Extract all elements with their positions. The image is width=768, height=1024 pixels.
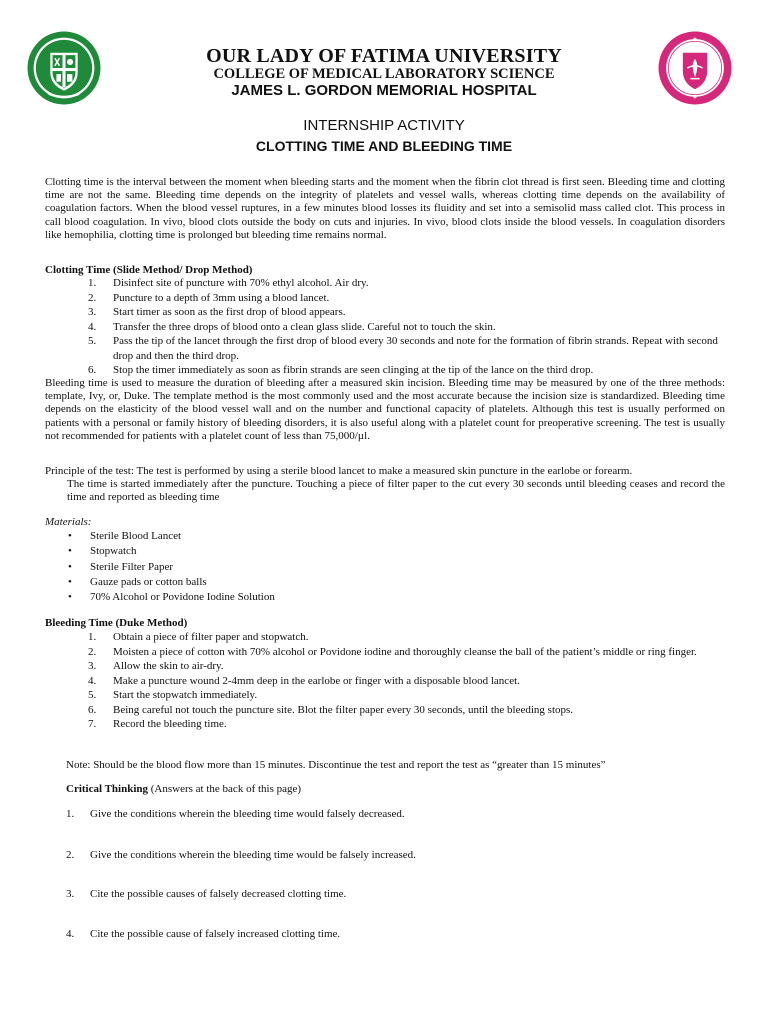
list-item: 7. Record the bleeding time. [88, 718, 227, 730]
list-item: 1. Obtain a piece of filter paper and stopwatch. [88, 631, 309, 643]
hospital-name: JAMES L. GORDON MEMORIAL HOSPITAL [231, 82, 537, 99]
list-item: • Sterile Blood Lancet [68, 530, 182, 542]
note-text: Note: Should be the blood flow more than 15 minutes. Discontinue the test and report the test as “greater than 15 minutes” [66, 759, 606, 771]
list-item: • Stopwatch [68, 545, 137, 558]
list-item: 2. Puncture to a depth of 3mm using a blood lancet. [88, 291, 330, 304]
principle-paragraph [45, 465, 725, 505]
critical-thinking-title: Critical Thinking [66, 783, 149, 795]
bleeding-time-paragraph: Bleeding time is used to measure the duration of bleeding after a measured skin incision. Bleeding time may be measured by one of the three methods: template, Ivy, or, Duke. The template method is the most commonly used and the most accurate because the incision size is standardized. Bleeding time depends on the elasticity of the blood vessel wall and on the number and functional capacity of platelets. Although this test is usually performed on patients with a personal or family history of bleeding disorders, it is also useful along with a platelet count for preoperative screening. The test is usually not recommended for patients with a platelet count of less than 75,000/µl. [45, 377, 725, 442]
list-item: 3. Start timer as soon as the first drop of blood appears. [88, 306, 346, 318]
critical-thinking-heading [66, 783, 301, 795]
list-item: 1. Disinfect site of puncture with 70% ethyl alcohol. Air dry. [88, 277, 369, 289]
clotting-time-steps [88, 276, 728, 378]
clotting-time-heading: Clotting Time (Slide Method/ Drop Method) [45, 264, 253, 276]
list-item: 4. Make a puncture wound 2-4mm deep in the earlobe or finger with a disposable blood lancet. [88, 674, 520, 687]
question-3: 3. Cite the possible causes of falsely decreased clotting time. [66, 888, 347, 900]
materials-label: Materials: [45, 516, 92, 528]
activity-heading: INTERNSHIP ACTIVITY [303, 117, 465, 134]
question-2: 2. Give the conditions wherein the bleeding time would be falsely increased. [66, 849, 416, 861]
list-item: 3. Allow the skin to air-dry. [88, 660, 224, 672]
question-4: 4. Cite the possible cause of falsely increased clotting time. [66, 928, 341, 940]
principle-line: Principle of the test: The test is performed by using a sterile blood lancet to make a measured skin puncture in the earlobe or forearm. [45, 465, 633, 477]
list-item: 5. Start the stopwatch immediately. [88, 689, 258, 701]
list-item: • Gauze pads or cotton balls [68, 575, 207, 588]
materials-list [68, 529, 275, 605]
question-1: 1. Give the conditions wherein the bleeding time would falsely decreased. [66, 808, 405, 820]
university-name: OUR LADY OF FATIMA UNIVERSITY [206, 45, 562, 67]
list-item: • 70% Alcohol or Povidone Iodine Solution [68, 591, 275, 604]
list-item: 6. Stop the timer immediately as soon as fibrin strands are seen clinging at the tip of the lance on the third drop. [88, 364, 594, 376]
document-title: CLOTTING TIME AND BLEEDING TIME [255, 138, 513, 154]
critical-thinking-subtitle: (Answers at the back of this page) [150, 783, 302, 795]
intro-paragraph: Clotting time is the interval between the moment when bleeding starts and the moment when the fibrin clot thread is first seen. Bleeding time and clotting time are not the same. Bleeding time depends on the integrity of platelets and vessel walls, whereas clotting time depends on the availability of coagulation factors. When the blood vessel ruptures, in a few minutes blood losses its fluidity and set into a semisolid mass called clot. This process in call blood coagulation. In vivo, blood clots outside the body on cuts and injuries. In vivo, blood clots inside the blood vessels. In coagulation disorders like hemophilia, clotting time is prolonged but bleeding time remains normal. [45, 176, 725, 241]
list-item: 2. Moisten a piece of cotton with 70% alcohol or Povidone iodine and thoroughly cleanse the ball of the patient’s middle or ring finger. [88, 645, 697, 658]
bleeding-time-steps [88, 630, 728, 732]
college-name: COLLEGE OF MEDICAL LABORATORY SCIENCE [213, 66, 555, 82]
bleeding-time-heading: Bleeding Time (Duke Method) [45, 617, 188, 629]
list-item: • Sterile Filter Paper [68, 560, 174, 573]
principle-continuation: The time is started immediately after the puncture. Touching a piece of filter paper to the cut every 30 seconds until bleeding ceases and record the time and reported as bleeding time [67, 478, 725, 504]
list-item: 4. Transfer the three drops of blood onto a clean glass slide. Careful not to touch the skin. [88, 320, 496, 333]
list-item: 5. Pass the tip of the lancet through the first drop of blood every 30 seconds and note for the formation of fibrin strands. Repeat with second drop and then the third drop. [88, 335, 718, 362]
list-item: 6. Being careful not touch the puncture site. Blot the filter paper every 30 seconds, until the bleeding stops. [88, 703, 574, 716]
